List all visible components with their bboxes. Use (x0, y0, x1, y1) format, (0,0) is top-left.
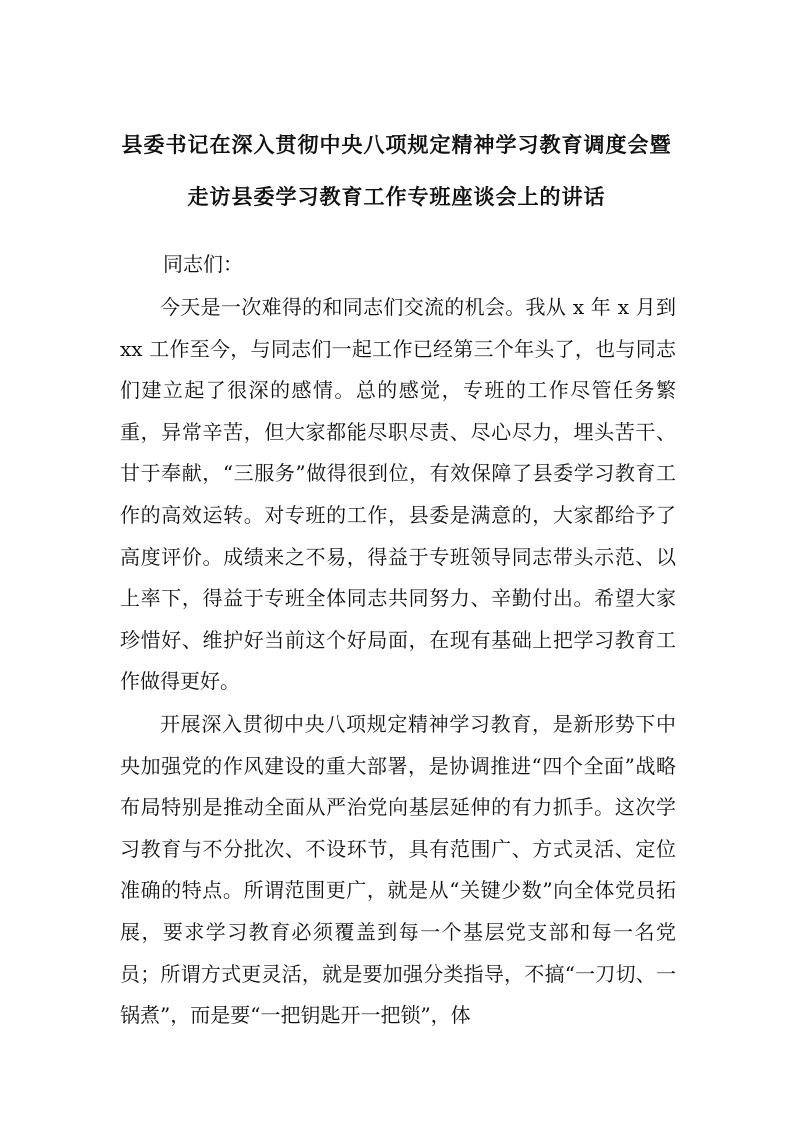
body-paragraph-2 (120, 704, 676, 1037)
salutation: 同志们： (163, 252, 243, 276)
paragraph-text: 开展深入贯彻中央八项规定精神学习教育，是新形势下中央加强党的作风建设的重大部署，是协调推进“四个全面”战略布局特别是推动全面从严治党向基层延伸的有力抓手。这次学习教育与不分批次、不设环节，具有范围广、方式灵活、定位准确的特点。所谓范围更广，就是从“关键少数”向全体党员拓展，要求学习教育必须覆盖到每一个基层党支部和每一名党员；所谓方式更灵活，就是要加强分类指导，不搞“一刀切、一锅煮”，而是要“一把钥匙开一把锁”，体 (120, 712, 676, 1028)
document-title-line-2: 走访县委学习教育工作专班座谈会上的讲话 (187, 184, 606, 209)
paragraph-text: 今天是一次难得的和同志们交流的机会。我从 x 年 x 月到 xx 工作至今，与同志们一起工作已经第三个年头了，也与同志们建立起了很深的感情。总的感觉，专班的工作尽管任务繁重，异常辛苦，但大家都能尽职尽责、尽心尽力，埋头苦干、甘于奉献，“三服务”做得很到位，有效保障了县委学习教育工作的高效运转。对专班的工作，县委是满意的，大家都给予了高度评价。成绩来之不易，得益于专班领导同志带头示范、以上率下，得益于专班全体同志共同努力、辛勤付出。希望大家珍惜好、维护好当前这个好局面，在现有基础上把学习教育工作做得更好。 (120, 295, 676, 694)
document-title-line-1: 县委书记在深入贯彻中央八项规定精神学习教育调度会暨 (121, 132, 672, 157)
body-paragraph-1 (120, 287, 676, 703)
